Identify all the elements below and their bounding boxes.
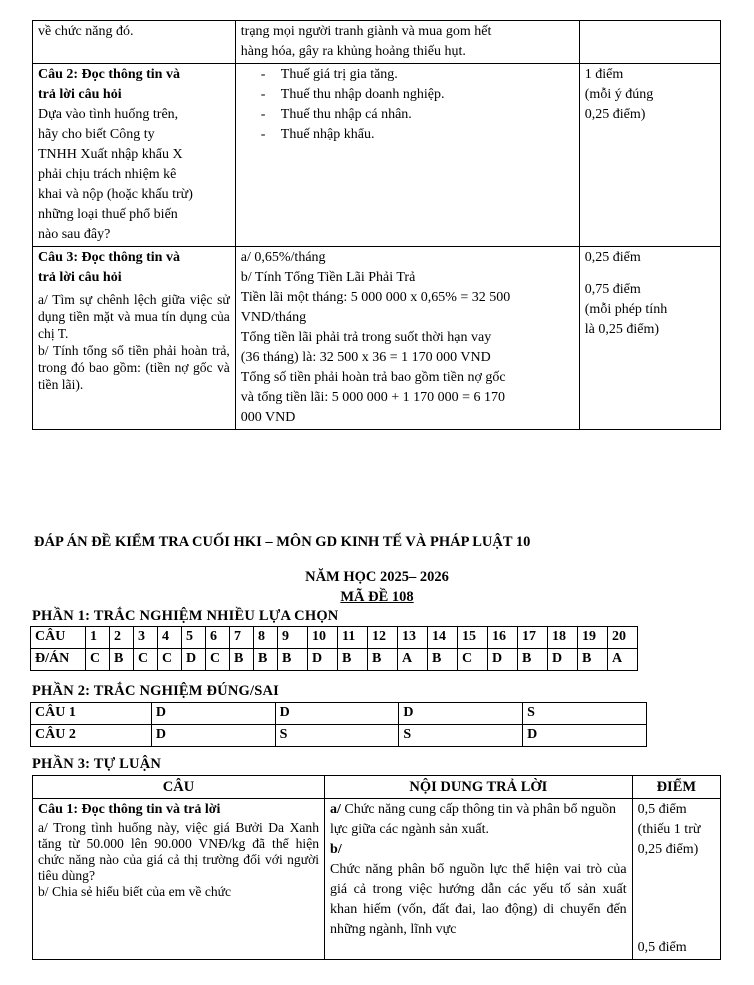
question-number: 9: [278, 627, 308, 649]
table-row: [31, 627, 638, 649]
question-part-a: a/ Tìm sự chênh lệch giữa việc sử dụng tiền mặt và mua tín dụng của chị T.: [38, 292, 230, 341]
question-number: 7: [230, 627, 254, 649]
answer-letter: B: [278, 649, 308, 671]
question-number: 8: [254, 627, 278, 649]
table-header-row: [33, 776, 721, 799]
question-number: 1: [86, 627, 110, 649]
school-year: NĂM HỌC 2025– 2026: [305, 569, 449, 585]
question-line: những loại thuế phổ biến: [38, 207, 178, 222]
answer-letter: C: [86, 649, 110, 671]
question-number: 11: [338, 627, 368, 649]
answer-letter: D: [182, 649, 206, 671]
table-row: [31, 725, 647, 747]
answer-letter: A: [608, 649, 638, 671]
question-title: Câu 3: Đọc thông tin và: [38, 250, 180, 265]
answer-cell: S: [275, 725, 399, 747]
answer-cell: D: [399, 703, 523, 725]
answer-text: Chức năng cung cấp thông tin và phân bổ nguồn lực giữa các ngành sản xuất.: [330, 802, 617, 837]
answer-line: và tổng tiền lãi: 5 000 000 + 1 170 000 = 6 170: [240, 390, 506, 405]
question-number: 5: [182, 627, 206, 649]
column-header: CÂU: [33, 776, 325, 799]
answer-letter: D: [488, 649, 518, 671]
answer-line: Tổng số tiền phải hoàn trả bao gồm tiền nợ gốc: [240, 370, 506, 385]
points-line: 0,25 điểm): [637, 842, 699, 857]
answer-letter: B: [338, 649, 368, 671]
question-cell: [33, 64, 236, 247]
answer-letter: D: [548, 649, 578, 671]
answer-cell: [235, 64, 579, 247]
question-number: 13: [398, 627, 428, 649]
question-title: Câu 2: Đọc thông tin và: [38, 67, 180, 82]
essay-answer-table: [32, 775, 721, 960]
row-label: Đ/ÁN: [31, 649, 86, 671]
true-false-answer-table: [30, 702, 647, 747]
question-title: Câu 1: Đọc thông tin và trả lời: [38, 802, 221, 817]
question-line: khai và nộp (hoặc khấu trừ): [38, 187, 193, 202]
question-title: trả lời câu hỏi: [38, 87, 122, 102]
answer-line: Tiền lãi một tháng: 5 000 000 x 0,65% = 32 500: [240, 290, 511, 305]
list-item: - Thuế thu nhập doanh nghiệp.: [261, 85, 574, 105]
answer-cell: [235, 247, 579, 430]
points-cell: [579, 64, 720, 247]
question-cell: [33, 247, 236, 430]
question-part-b: b/ Chia sẻ hiểu biết của em về chức: [38, 884, 232, 899]
points-line: là 0,25 điểm): [584, 322, 660, 337]
table-row: [33, 247, 721, 430]
question-number: 15: [458, 627, 488, 649]
table-row: [31, 649, 638, 671]
answer-label: b/: [330, 842, 342, 857]
question-line: nào sau đây?: [38, 227, 111, 242]
answer-letter: B: [110, 649, 134, 671]
question-part-a: a/ Trong tình huống này, việc giá Bưởi Da Xanh tăng từ 50.000 lên 90.000 VNĐ/kg đã thể hiện chức năng nào của giá cả thị trường đối với người tiêu dùng?: [38, 820, 320, 883]
answer-label: a/: [330, 802, 341, 817]
answer-cell: S: [523, 703, 647, 725]
list-item: - Thuế nhập khẩu.: [261, 125, 574, 145]
points-line: 0,75 điểm: [584, 282, 641, 297]
answer-text: Chức năng phân bổ nguồn lực thể hiện vai trò của giá cả trong việc hướng dẫn các yếu tố sản xuất khan hiếm (vốn, đất đai, lao động) di chuyển đến những ngành, lĩnh vực: [330, 862, 627, 937]
table-row: [31, 703, 647, 725]
points-line: (thiếu 1 trừ: [637, 822, 701, 837]
answer-cell: D: [275, 703, 399, 725]
answer-letter: D: [308, 649, 338, 671]
answer-letter: C: [134, 649, 158, 671]
answer-list: [241, 65, 574, 145]
answer-cell: D: [151, 703, 275, 725]
answer-line: hàng hóa, gây ra khủng hoảng thiếu hụt.: [240, 44, 466, 59]
question-number: 20: [608, 627, 638, 649]
answer-line: a/ 0,65%/tháng: [240, 250, 326, 265]
question-number: 18: [548, 627, 578, 649]
row-label: CÂU: [31, 627, 86, 649]
question-number: 2: [110, 627, 134, 649]
answer-cell: [235, 21, 579, 64]
question-line: Dựa vào tình huống trên,: [38, 107, 179, 122]
question-part-b: b/ Tính tổng số tiền phải hoàn trả, trong đó bao gồm: (tiền nợ gốc và tiền lãi).: [38, 343, 230, 392]
answer-line: VND/tháng: [240, 310, 307, 325]
section-title-part3: PHẦN 3: TỰ LUẬN: [32, 756, 162, 772]
question-cell: [33, 21, 236, 64]
question-cell: [33, 799, 325, 960]
table-row: [33, 64, 721, 247]
question-number: 14: [428, 627, 458, 649]
points-line: (mỗi ý đúng: [584, 87, 654, 102]
question-number: 3: [134, 627, 158, 649]
answer-line: Tổng tiền lãi phải trả trong suốt thời hạn vay: [240, 330, 492, 345]
question-number: 19: [578, 627, 608, 649]
section-title-part2: PHẦN 2: TRẮC NGHIỆM ĐÚNG/SAI: [32, 683, 280, 699]
table-row: [33, 21, 721, 64]
row-label: CÂU 2: [31, 725, 152, 747]
question-text: về chức năng đó.: [38, 24, 134, 39]
points-line: 0,25 điểm: [584, 250, 641, 265]
answer-line: 000 VND: [240, 410, 296, 425]
points-line: 0,25 điểm): [584, 107, 646, 122]
question-title: trả lời câu hỏi: [38, 270, 122, 285]
answer-part-a: [330, 800, 627, 840]
points-cell: [579, 247, 720, 430]
column-header: ĐIỂM: [632, 776, 720, 799]
question-line: hãy cho biết Công ty: [38, 127, 155, 142]
answer-letter: B: [578, 649, 608, 671]
answer-table-previous: [32, 20, 721, 430]
points-line: (mỗi phép tính: [584, 302, 668, 317]
question-line: TNHH Xuất nhập khẩu X: [38, 147, 183, 162]
exam-code: MÃ ĐỀ 108: [340, 589, 414, 605]
section-title-part1: PHẦN 1: TRẮC NGHIỆM NHIỀU LỰA CHỌN: [32, 608, 339, 624]
answer-line: b/ Tính Tổng Tiền Lãi Phải Trả: [240, 270, 416, 285]
column-header: NỘI DUNG TRẢ LỜI: [325, 776, 633, 799]
answer-line: trạng mọi người tranh giành và mua gom hết: [240, 24, 492, 39]
table-row: [33, 799, 721, 960]
list-item: - Thuế giá trị gia tăng.: [261, 65, 574, 85]
points-cell: [579, 21, 720, 64]
answer-line: (36 tháng) là: 32 500 x 36 = 1 170 000 VND: [240, 350, 491, 365]
answer-cell: S: [399, 725, 523, 747]
answer-letter: B: [230, 649, 254, 671]
answer-cell: D: [151, 725, 275, 747]
points-line: 0,5 điểm: [637, 802, 687, 817]
points-line: 0,5 điểm: [637, 940, 687, 955]
answer-letter: B: [368, 649, 398, 671]
page-title: ĐÁP ÁN ĐỀ KIỂM TRA CUỐI HKI – MÔN GD KINH TẾ VÀ PHÁP LUẬT 10: [34, 534, 531, 550]
answer-letter: A: [398, 649, 428, 671]
list-item: - Thuế thu nhập cá nhân.: [261, 105, 574, 125]
points-line: 1 điểm: [584, 67, 624, 82]
answer-cell: D: [523, 725, 647, 747]
answer-letter: B: [518, 649, 548, 671]
question-number: 16: [488, 627, 518, 649]
question-number: 12: [368, 627, 398, 649]
question-number: 10: [308, 627, 338, 649]
answer-letter: C: [206, 649, 230, 671]
question-line: phải chịu trách nhiệm kê: [38, 167, 177, 182]
answer-letter: C: [458, 649, 488, 671]
question-number: 6: [206, 627, 230, 649]
row-label: CÂU 1: [31, 703, 152, 725]
answer-cell: [325, 799, 633, 960]
answer-letter: B: [254, 649, 278, 671]
question-number: 4: [158, 627, 182, 649]
multiple-choice-answer-table: [30, 626, 638, 671]
answer-letter: C: [158, 649, 182, 671]
answer-letter: B: [428, 649, 458, 671]
question-number: 17: [518, 627, 548, 649]
points-cell: [632, 799, 720, 960]
